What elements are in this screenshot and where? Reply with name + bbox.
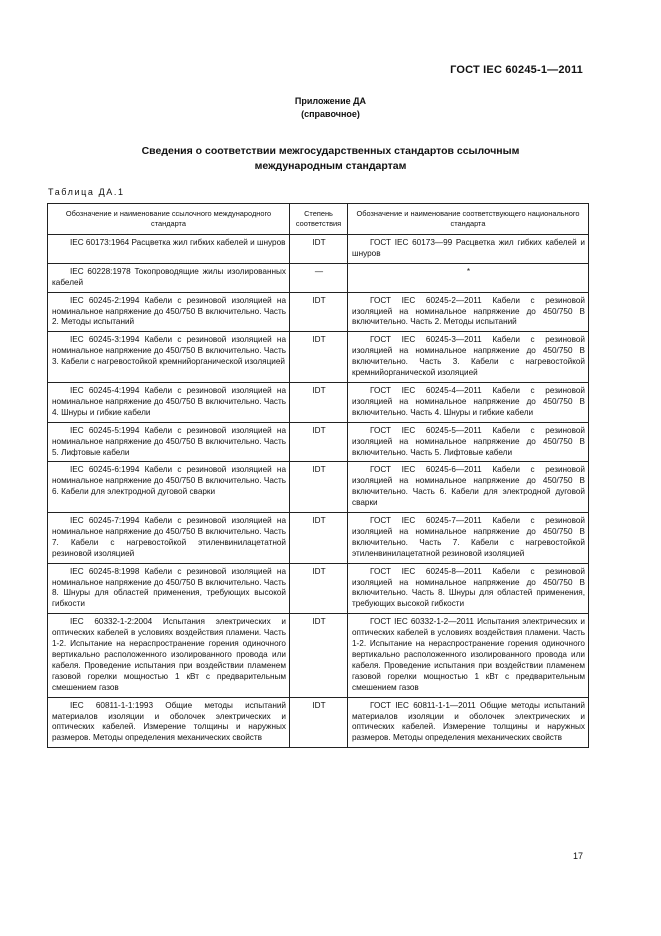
appendix-subtitle: (справочное) [301,109,360,119]
cell-international-standard [48,462,290,513]
cell-national-standard [348,513,589,564]
table-row [48,263,589,292]
cell-international-standard [48,332,290,383]
page-number: 17 [572,851,583,861]
table-row [48,422,589,462]
cell-degree: IDT [290,614,348,697]
international-standard-text: IEC 60245-6:1994 Кабели с резиновой изоляцией на номинальное напряжение до 450/750 В включительно. Часть 6. Кабели для электродной дуговой сварки [52,465,286,497]
appendix-title: Приложение ДА [294,96,367,106]
international-standard-text: IEC 60173:1964 Расцветка жил гибких кабелей и шнуров [70,238,286,247]
table-caption: Таблица ДА.1 [48,187,125,197]
international-standard-text: IEC 60245-2:1994 Кабели с резиновой изоляцией на номинальное напряжение до 450/750 В включительно. Часть 2. Методы испытаний [52,295,286,327]
cell-national-standard [348,422,589,462]
table-header-row [48,204,589,235]
cell-international-standard [48,263,290,292]
cell-degree: IDT [290,513,348,564]
cell-degree: — [290,263,348,292]
document-header-standard: ГОСТ IEC 60245-1—2011 [450,64,583,76]
cell-international-standard [48,422,290,462]
header-international-standard: Обозначение и наименование ссылочного международного стандарта [48,204,290,235]
international-standard-text: IEC 60245-8:1998 Кабели с резиновой изоляцией на номинальное напряжение до 450/750 В включительно. Часть 8. Шнуры для областей применения, требующих высокой гибкости [52,566,286,609]
header-national-standard: Обозначение и наименование соответствующего национального стандарта [348,204,589,235]
cell-degree: IDT [290,563,348,614]
cell-national-standard [348,697,589,748]
table-row [48,614,589,697]
correspondence-table [47,203,589,748]
cell-national-standard [348,382,589,422]
international-standard-text: IEC 60811-1-1:1993 Общие методы испытаний материалов изоляции и оболочек электрических и оптических кабелей. Измерение толщины и наружных размеров. Методы определения механических свойств [52,700,286,743]
international-standard-text: IEC 60245-4:1994 Кабели с резиновой изоляцией на номинальное напряжение до 450/750 В включительно. Часть 4. Шнуры и гибкие кабели [52,385,286,417]
cell-degree: IDT [290,697,348,748]
cell-national-standard [348,292,589,332]
cell-national-standard [348,332,589,383]
cell-degree: IDT [290,235,348,264]
table-row [48,563,589,614]
national-standard-text: ГОСТ IEC 60173—99 Расцветка жил гибких кабелей и шнуров [352,238,585,258]
national-standard-text: ГОСТ IEC 60245-8—2011 Кабели с резиновой изоляцией на номинальное напряжение до 450/750 В включительно. Часть 8. Шнуры для областей применения, требующих высокой гибкости [352,566,585,609]
table-row [48,235,589,264]
cell-degree: IDT [290,382,348,422]
cell-national-standard [348,614,589,697]
cell-national-standard [348,263,589,292]
national-standard-text: ГОСТ IEC 60245-4—2011 Кабели с резиновой изоляцией на номинальное напряжение до 450/750 В включительно. Часть 4. Шнуры и гибкие кабели [352,385,585,417]
national-standard-text: ГОСТ IEC 60245-2—2011 Кабели с резиновой изоляцией на номинальное напряжение до 450/750 В включительно. Часть 2. Методы испытаний [352,295,585,327]
national-standard-text: ГОСТ IEC 60245-7—2011 Кабели с резиновой изоляцией на номинальное напряжение до 450/750 В включительно. Часть 7. Кабели с нагревостойкой этиленвинилацетатной резиновой изоляцией [352,516,585,558]
cell-national-standard [348,462,589,513]
national-standard-text: ГОСТ IEC 60245-3—2011 Кабели с резиновой изоляцией на номинальное напряжение до 450/750 В включительно. Часть 3. Кабели с нагревостойкой кремнийорганической изоляцией [352,335,585,378]
international-standard-text: IEC 60245-3:1994 Кабели с резиновой изоляцией на номинальное напряжение до 450/750 В включительно. Часть 3. Кабели с нагревостойкой кремнийорганической изоляцией [52,335,286,367]
table-row [48,513,589,564]
table-row [48,292,589,332]
table-body [48,235,589,748]
national-standard-text: ГОСТ IEC 60811-1-1—2011 Общие методы испытаний материалов изоляции и оболочек электрических и оптических кабелей. Измерение толщины и наружных размеров. Методы определения механических свойств [352,700,585,743]
table-row [48,697,589,748]
national-standard-text: ГОСТ IEC 60245-5—2011 Кабели с резиновой изоляцией на номинальное напряжение до 450/750 В включительно. Часть 5. Лифтовые кабели [352,425,585,457]
cell-degree: IDT [290,462,348,513]
cell-international-standard [48,513,290,564]
cell-international-standard [48,614,290,697]
cell-degree: IDT [290,292,348,332]
cell-international-standard [48,382,290,422]
table-row [48,462,589,513]
national-standard-text: * [466,266,471,276]
international-standard-text: IEC 60228:1978 Токопроводящие жилы изолированных кабелей [52,266,286,287]
cell-international-standard [48,235,290,264]
cell-international-standard [48,697,290,748]
document-title: Сведения о соответствии межгосударственных стандартов ссылочным международным стандартам [141,145,520,172]
cell-national-standard [348,235,589,264]
national-standard-text: ГОСТ IEC 60332-1-2—2011 Испытания электрических и оптических кабелей в условиях воздействия пламени. Часть 1-2. Испытание на нераспространение горения одиночного вертикально расположенного изолированного провода или кабеля. Проведение испытания при воздействии пламенем газовой горелки мощностью 1 кВт с предварительным смешением газов [352,617,585,692]
international-standard-text: IEC 60245-7:1994 Кабели с резиновой изоляцией на номинальное напряжение до 450/750 В включительно. Часть 7. Кабели с нагревостойкой этиленвинилацетатной резиновой изоляцией [52,516,286,558]
table-row [48,382,589,422]
cell-degree: IDT [290,332,348,383]
international-standard-text: IEC 60332-1-2:2004 Испытания электрических и оптических кабелей в условиях воздействия пламени. Часть 1-2. Испытание на нераспространение горения одиночного вертикально расположенного изолированного провода или кабеля. Проведение испытания при воздействии пламенем газовой горелки мощностью 1 кВт с предварительным смешением газов [52,617,286,692]
national-standard-text: ГОСТ IEC 60245-6—2011 Кабели с резиновой изоляцией на номинальное напряжение до 450/750 В включительно. Часть 6. Кабели для электродной дуговой сварки [352,465,585,508]
table-row [48,332,589,383]
cell-international-standard [48,563,290,614]
cell-degree: IDT [290,422,348,462]
header-degree: Степень соответствия [290,204,348,235]
cell-national-standard [348,563,589,614]
international-standard-text: IEC 60245-5:1994 Кабели с резиновой изоляцией на номинальное напряжение до 450/750 В включительно. Часть 5. Лифтовые кабели [52,425,286,457]
cell-international-standard [48,292,290,332]
